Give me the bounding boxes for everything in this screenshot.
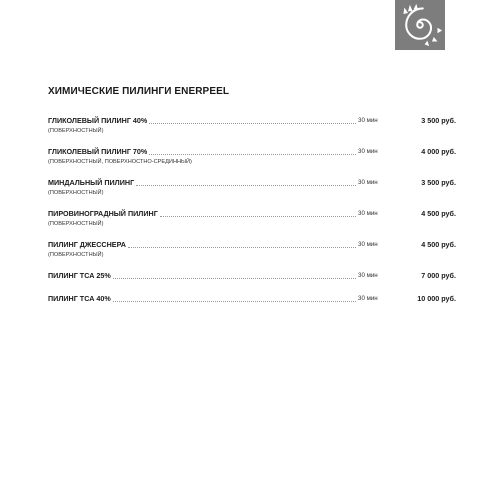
item-duration: 30 мин [358,179,378,186]
item-duration: 30 мин [358,241,378,248]
item-name: ПИЛИНГ ТСА 25% [48,271,111,280]
dotted-leader [113,278,356,279]
dotted-leader [149,123,356,124]
price-list [48,115,456,316]
item-price: 4 000 руб. [421,147,456,156]
item-name: ГЛИКОЛЕВЫЙ ПИЛИНГ 70% [48,147,148,156]
item-name: ПИЛИНГ ДЖЕССНЕРА [48,240,126,249]
item-duration: 30 мин [358,148,378,155]
shell-logo-icon [395,0,445,50]
item-description: (ПОВЕРХНОСТНЫЙ) [48,252,104,258]
item-price: 10 000 руб. [417,294,456,303]
item-price: 4 500 руб. [421,209,456,218]
item-duration: 30 мин [358,117,378,124]
item-name: ГЛИКОЛЕВЫЙ ПИЛИНГ 40% [48,116,148,125]
item-price: 3 500 руб. [421,178,456,187]
item-name: ПИРОВИНОГРАДНЫЙ ПИЛИНГ [48,209,158,218]
dotted-leader [160,216,356,217]
price-list-item [48,177,456,208]
item-name: МИНДАЛЬНЫЙ ПИЛИНГ [48,178,135,187]
item-price: 4 500 руб. [421,240,456,249]
item-description: (ПОВЕРХНОСТНЫЙ) [48,221,104,227]
item-price: 7 000 руб. [421,271,456,280]
price-list-item [48,270,456,293]
item-description: (ПОВЕРХНОСТНЫЙ, ПОВЕРХНОСТНО-СРЕДИННЫЙ) [48,159,192,165]
price-list-item [48,208,456,239]
price-list-item [48,293,456,316]
dotted-leader [113,301,356,302]
shell-logo-svg [397,2,443,48]
price-list-item [48,115,456,146]
section-title: ХИМИЧЕСКИЕ ПИЛИНГИ ENERPEEL [48,86,230,97]
dotted-leader [136,185,356,186]
item-duration: 30 мин [358,272,378,279]
item-description: (ПОВЕРХНОСТНЫЙ) [48,128,104,134]
dotted-leader [149,154,356,155]
item-name: ПИЛИНГ ТСА 40% [48,294,111,303]
dotted-leader [128,247,356,248]
item-description: (ПОВЕРХНОСТНЫЙ) [48,190,104,196]
price-list-item [48,146,456,177]
item-price: 3 500 руб. [421,116,456,125]
item-duration: 30 мин [358,210,378,217]
item-duration: 30 мин [358,295,378,302]
price-list-item [48,239,456,270]
